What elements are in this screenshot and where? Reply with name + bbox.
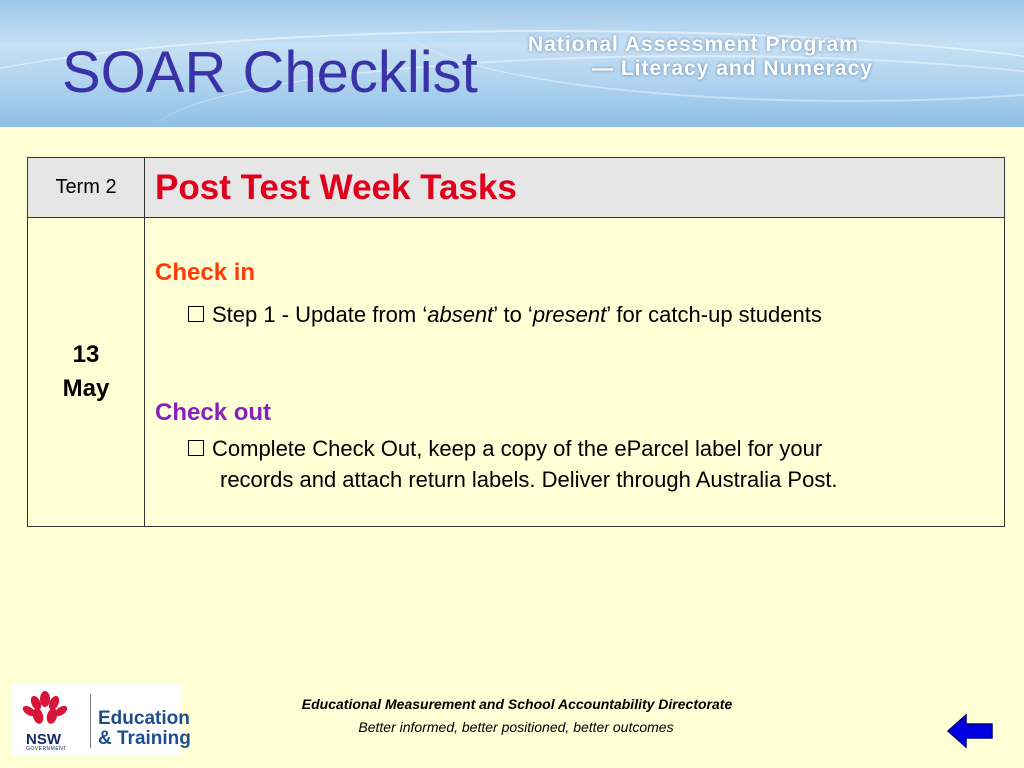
step-text-suffix: ’ for catch-up students <box>606 302 822 327</box>
task-table <box>27 157 1005 527</box>
header-banner <box>0 0 1024 127</box>
nsw-label: NSW <box>26 731 61 748</box>
footer-directorate: Educational Measurement and School Accountability Directorate <box>301 696 733 712</box>
back-arrow-icon[interactable] <box>946 713 994 749</box>
check-out-line-1: Complete Check Out, keep a copy of the eParcel label for your <box>212 436 823 461</box>
step-text-mid: ’ to ‘ <box>493 302 533 327</box>
tasks-cell <box>145 218 1005 527</box>
program-line-1: National Assessment Program <box>528 33 859 56</box>
term-label: Term 2 <box>28 158 145 218</box>
page-title: SOAR Checklist <box>62 40 478 105</box>
step-text-prefix: Step 1 - Update from ‘ <box>212 302 428 327</box>
date-cell <box>28 218 145 527</box>
step-word-absent: absent <box>427 302 494 327</box>
checkbox-icon[interactable] <box>188 440 204 456</box>
check-out-step <box>188 433 838 495</box>
check-out-line-2: records and attach return labels. Deliver through Australia Post. <box>220 467 838 492</box>
step-word-present: present <box>532 302 607 327</box>
program-line-2: — Literacy and Numeracy <box>592 57 873 80</box>
table-heading: Post Test Week Tasks <box>145 158 1005 218</box>
check-in-step <box>188 302 822 328</box>
checkbox-icon[interactable] <box>188 306 204 322</box>
date-day: 13 <box>72 341 100 368</box>
logo-training: & Training <box>98 728 191 749</box>
logo-education: Education <box>98 708 190 729</box>
table-header-row <box>28 158 1005 218</box>
check-in-heading: Check in <box>155 259 256 286</box>
date-month: May <box>62 375 110 402</box>
footer-tagline: Better informed, better positioned, better outcomes <box>358 719 674 735</box>
check-out-heading: Check out <box>155 399 272 426</box>
table-row <box>28 218 1005 527</box>
government-label: GOVERNMENT <box>26 746 67 752</box>
